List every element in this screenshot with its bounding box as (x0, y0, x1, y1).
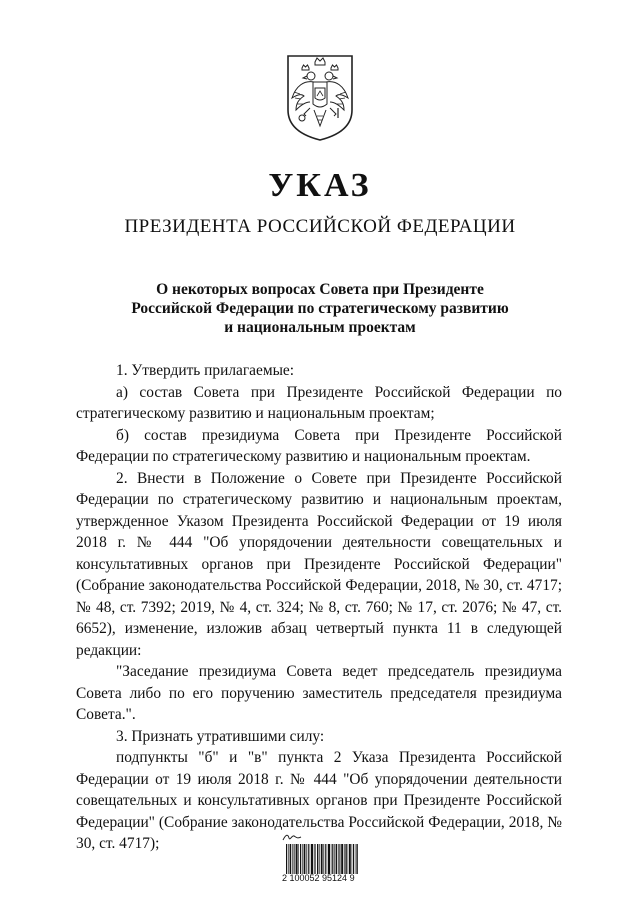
heading-line: Российской Федерации по стратегическому развитию (131, 300, 509, 317)
paragraph-1b: б) состав президиума Совета при Президенте Российской Федерации по стратегическому развитию и национальным проектам. (76, 426, 562, 465)
coat-of-arms-icon (284, 52, 356, 144)
paragraph-2: 2. Внести в Положение о Совете при Президенте Российской Федерации по стратегическому развитию и национальным проектам, утвержденное Указом Президента Российской Федерации от 19 июля 2018 г. № 444 "Об упорядочении деятельности совещательных и консультативных органов при Президенте Российской Федерации" (Собрание законодательства Российской Федерации, 2018, № 30, ст. 4717; № 48, ст. 7392; 2019, № 4, ст. 324; № 8, ст. 760; № 17, ст. 2076; № 47, ст. 6652), изменение, изложив абзац четвертый пункта 11 в следующей редакции: (76, 469, 562, 659)
heading-line: О некоторых вопросах Совета при Президенте (156, 281, 484, 298)
paragraph-quote: "Заседание президиума Совета ведет председатель президиума Совета либо по его поручению заместитель председателя президиума Совета.". (76, 663, 562, 723)
barcode-icon (286, 844, 358, 874)
decree-heading (100, 280, 540, 337)
document-title: УКАЗ (268, 167, 372, 204)
document-subtitle: ПРЕЗИДЕНТА РОССИЙСКОЙ ФЕДЕРАЦИИ (124, 216, 516, 237)
heading-line: и национальным проектам (224, 319, 416, 336)
decree-body (76, 360, 562, 855)
signature-mark-icon (282, 832, 302, 842)
paragraph-3: 3. Признать утратившими силу: (116, 727, 325, 745)
barcode-number: 2 100052 95124 9 (282, 873, 355, 883)
paragraph-1: 1. Утвердить прилагаемые: (116, 362, 295, 379)
paragraph-3-item: подпункты "б" и "в" пункта 2 Указа Президента Российской Федерации от 19 июля 2018 г. № 444 "Об упорядочении деятельности совещательных и консультативных органов при Президенте Российской Федерации" (Собрание законодательства Российской Федерации, 2018, № 30, ст. 4717); (76, 749, 562, 852)
paragraph-1a: а) состав Совета при Президенте Российской Федерации по стратегическому развитию и национальным проектам; (76, 383, 562, 422)
document-stamp (282, 832, 358, 886)
